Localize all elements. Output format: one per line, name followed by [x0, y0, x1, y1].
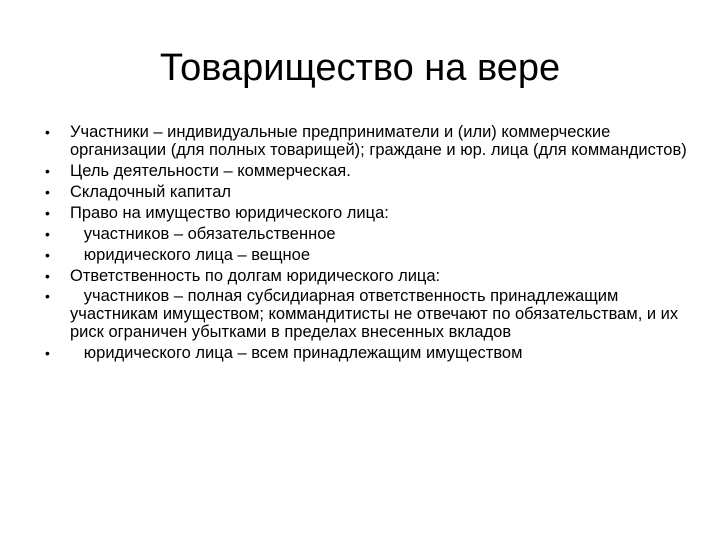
list-item	[45, 345, 695, 363]
bullet-text: Ответственность по долгам юридического лица:	[70, 266, 441, 285]
list-item	[45, 124, 695, 159]
list-item	[45, 226, 695, 244]
bullet-text: юридического лица – вещное	[70, 245, 311, 264]
bullet-text: Участники – индивидуальные предприниматели и (или) коммерческие организации (для полных товарищей); граждане и юр. лица (для коммандистов)	[70, 123, 687, 159]
slide-title: Товарищество на вере	[159, 47, 561, 89]
list-item	[45, 205, 695, 223]
bullet-text: Складочный капитал	[70, 182, 232, 201]
list-item	[45, 184, 695, 202]
bullet-icon: •	[45, 288, 50, 305]
list-item	[45, 163, 695, 181]
list-item	[45, 288, 695, 341]
bullet-icon: •	[45, 267, 50, 284]
bullet-text: участников – полная субсидиарная ответственность принадлежащим участникам имуществом; коммандитисты не отвечают по обязательствам, и их риск ограничен убытками в пределах внесенных вкладов	[70, 287, 683, 341]
bullet-icon: •	[45, 162, 50, 179]
list-item	[45, 247, 695, 265]
bullet-icon: •	[45, 246, 50, 263]
bullet-icon: •	[45, 344, 50, 361]
bullet-icon: •	[45, 204, 50, 221]
bullet-text: Цель деятельности – коммерческая.	[70, 161, 351, 180]
bullet-text: Право на имущество юридического лица:	[70, 203, 389, 222]
bullet-list	[45, 124, 695, 366]
bullet-text: участников – обязательственное	[70, 224, 336, 243]
bullet-text: юридического лица – всем принадлежащим имуществом	[70, 343, 523, 362]
list-item	[45, 268, 695, 286]
bullet-icon: •	[45, 124, 50, 140]
bullet-icon: •	[45, 183, 50, 200]
bullet-icon: •	[45, 225, 50, 242]
